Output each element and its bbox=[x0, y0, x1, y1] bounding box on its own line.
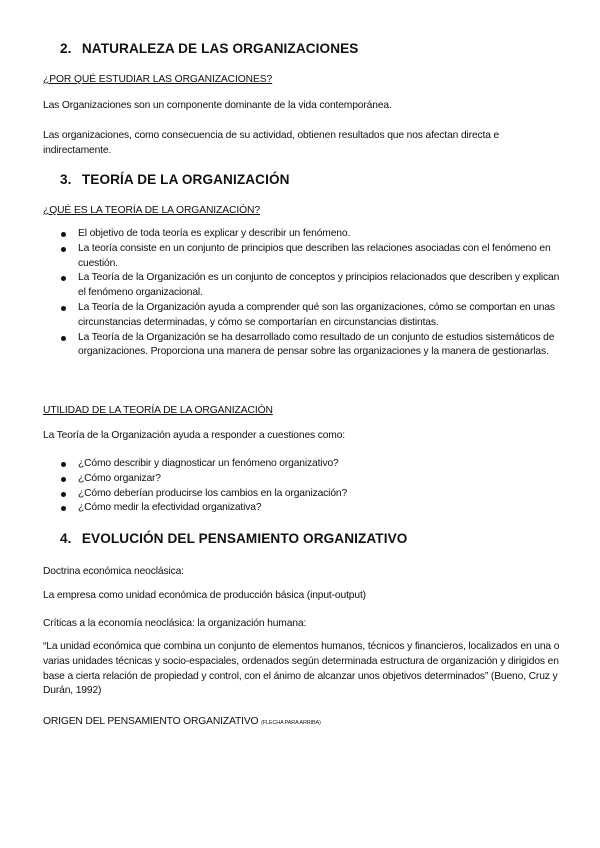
bullet-dot bbox=[61, 276, 66, 281]
list-item bbox=[43, 472, 565, 487]
bullet-dot bbox=[61, 247, 66, 252]
section-4-paragraph-3: Críticas a la economía neoclásica: la organización humana: bbox=[43, 618, 307, 629]
section-4-paragraph-1: Doctrina económica neoclásica: bbox=[43, 566, 184, 577]
utility-subtitle: UTILIDAD DE LA TEORÍA DE LA ORGANIZACIÓN bbox=[43, 405, 273, 416]
bullet-dot bbox=[61, 492, 66, 497]
section-2-subtitle: ¿POR QUÉ ESTUDIAR LAS ORGANIZACIONES? bbox=[43, 74, 273, 85]
origin-line bbox=[43, 714, 563, 731]
bullet-dot bbox=[61, 336, 66, 341]
questions-bullet-list bbox=[43, 457, 565, 516]
list-item-text: La Teoría de la Organización ayuda a comprender qué son las organizaciones, cómo se comportan en unas circunstancias determinadas, y cómo se comportarían en circunstancias distintas. bbox=[78, 301, 555, 328]
section-4-number: 4. bbox=[60, 531, 72, 546]
section-4-quote: “La unidad económica que combina un conjunto de elementos humanos, técnicos y financieros, localizados en una o varias unidades técnicas y socio-espaciales, ordenados según determinada estructura de organización y dirigidos en base a cierta relación de propiedad y control, con el ánimo de alcanzar unos objetivos determinados” (Bueno, Cruz y Durán, 1992) bbox=[43, 641, 560, 697]
section-4-paragraph-2: La empresa como unidad económica de producción básica (input-output) bbox=[43, 590, 366, 601]
section-3-title: TEORÍA DE LA ORGANIZACIÓN bbox=[81, 172, 290, 187]
list-item bbox=[43, 487, 565, 502]
list-item-text: ¿Cómo describir y diagnosticar un fenómeno organizativo? bbox=[78, 458, 339, 469]
section-2-paragraph-1: Las Organizaciones son un componente dominante de la vida contemporánea. bbox=[43, 100, 392, 111]
section-3-subtitle: ¿QUÉ ES LA TEORÍA DE LA ORGANIZACIÓN? bbox=[43, 205, 260, 216]
list-item bbox=[43, 227, 565, 242]
list-item-text: ¿Cómo organizar? bbox=[78, 472, 161, 484]
section-2-paragraph-2: Las organizaciones, como consecuencia de su actividad, obtienen resultados que nos afectan directa e indirectamente. bbox=[43, 130, 500, 156]
origin-heading: ORIGEN DEL PENSAMIENTO ORGANIZATIVO bbox=[43, 716, 259, 727]
list-item-text: La teoría consiste en un conjunto de principios que describen las relaciones asociadas con el fenómeno en cuestión. bbox=[78, 242, 551, 269]
origin-note: (FLECHA PARA ARRIBA) bbox=[261, 720, 321, 726]
list-item bbox=[43, 501, 565, 516]
bullet-dot bbox=[61, 462, 66, 467]
section-3-heading bbox=[60, 172, 290, 187]
list-item bbox=[43, 271, 565, 301]
utility-intro: La Teoría de la Organización ayuda a responder a cuestiones como: bbox=[43, 430, 346, 441]
list-item-text: El objetivo de toda teoría es explicar y describir un fenómeno. bbox=[78, 228, 351, 239]
list-item-text: La Teoría de la Organización es un conjunto de conceptos y principios relacionados que describen y explican el fenómeno organizacional. bbox=[78, 272, 560, 299]
theory-bullet-list bbox=[43, 227, 565, 360]
list-item-text: La Teoría de la Organización se ha desarrollado como resultado de un conjunto de estudios sistemáticos de organizaciones. Proporciona una manera de pensar sobre las organizaciones y la manera de gestionarlas. bbox=[78, 331, 555, 358]
bullet-dot bbox=[61, 306, 66, 311]
section-2-heading bbox=[60, 41, 358, 56]
list-item-text: ¿Cómo deberían producirse los cambios en la organización? bbox=[78, 487, 348, 499]
list-item-text: ¿Cómo medir la efectividad organizativa? bbox=[78, 502, 262, 514]
list-item bbox=[43, 242, 565, 272]
section-3-number: 3. bbox=[60, 172, 72, 187]
list-item bbox=[43, 301, 565, 331]
list-item bbox=[43, 457, 565, 472]
section-4-heading bbox=[60, 531, 407, 546]
bullet-dot bbox=[61, 477, 66, 482]
bullet-dot bbox=[61, 232, 66, 237]
section-2-title: NATURALEZA DE LAS ORGANIZACIONES bbox=[81, 41, 359, 56]
list-item bbox=[43, 331, 565, 361]
bullet-dot bbox=[61, 506, 66, 511]
section-4-title: EVOLUCIÓN DEL PENSAMIENTO ORGANIZATIVO bbox=[81, 531, 408, 546]
section-2-number: 2. bbox=[60, 41, 72, 56]
